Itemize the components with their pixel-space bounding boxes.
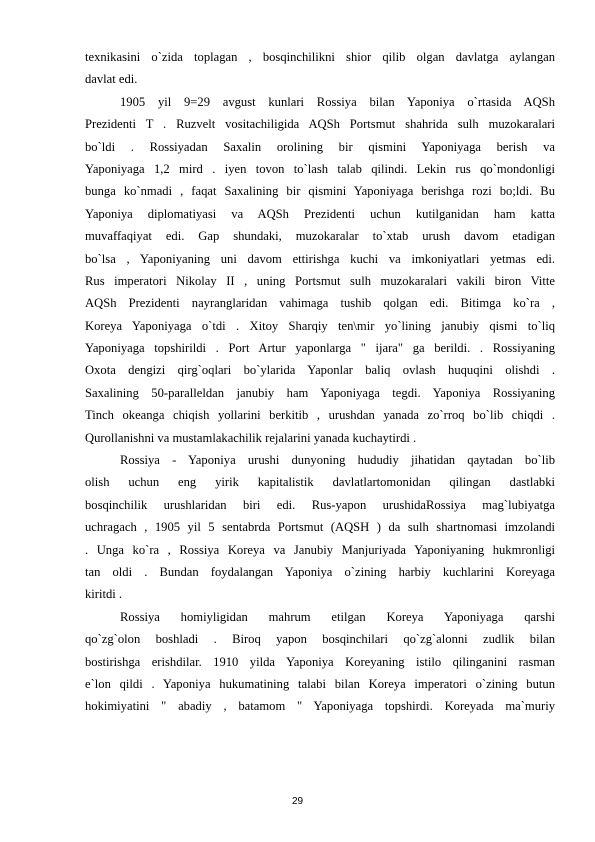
text-line: muvaffaqiyat edi. Gap shundaki, muzokaralar to`xtab urush davom etadigan bbox=[85, 229, 555, 244]
text-line: Yaponiya diplomatiyasi va AQSh Prezidenti uchun kutilganidan ham katta bbox=[85, 206, 555, 221]
text-line: Yaponiyaga topshirildi . Port Artur yaponlarga " ijara" ga berildi. . Rossiyaning bbox=[85, 341, 555, 356]
page-number: 29 bbox=[291, 796, 304, 807]
text-line: tan oldi . Bundan foydalangan Yaponiya o`zining harbiy kuchlarini Koreyaga bbox=[85, 564, 555, 579]
text-line: Yaponiyaga 1,2 mird . iyen tovon to`lash talab qilindi. Lekin rus qo`mondonligi bbox=[85, 161, 555, 176]
text-line: AQSh Prezidenti nayranglaridan vahimaga tushib qolgan edi. Bitimga ko`ra , bbox=[85, 296, 555, 311]
text-line: . Unga ko`ra , Rossiya Koreya va Janubiy Manjuriyada Yaponiyaning hukmronligi bbox=[85, 542, 555, 557]
text-line: texnikasini o`zida toplagan , bosqinchilikni shior qilib olgan davlatga aylangan bbox=[85, 50, 555, 64]
text-line: davlat edi. bbox=[85, 72, 138, 87]
text-line: Rossiya homiyligidan mahrum etilgan Koreya Yaponiyaga qarshi bbox=[120, 609, 555, 624]
text-line: hokimiyatini " abadiy , batamom " Yaponiyaga topshirdi. Koreyada ma`muriy bbox=[85, 699, 555, 714]
text-line: kiritdi . bbox=[85, 587, 123, 602]
text-line: bo`lsa , Yaponiyaning uni davom ettirishga kuchi va imkoniyatlari yetmas edi. bbox=[85, 251, 555, 266]
document-body bbox=[85, 46, 555, 718]
text-line: Oxota dengizi qirg`oqlari bo`ylarida Yaponlar baliq ovlash huquqini olishdi . bbox=[85, 363, 555, 378]
text-line: bunga ko`nmadi , faqat Saxalining bir qismini Yaponiyaga berishga rozi bo;ldi. Bu bbox=[85, 184, 555, 199]
text-line: bosqinchilik urushlaridan biri edi. Rus-yapon urushidaRossiya mag`lubiyatga bbox=[85, 497, 555, 512]
text-line: bostirishga erishdilar. 1910 yilda Yaponiya Koreyaning istilo qilinganini rasman bbox=[85, 654, 555, 669]
text-line: bo`ldi . Rossiyadan Saxalin orolining bir qismini Yaponiyaga berish va bbox=[85, 139, 555, 154]
text-line: 1905 yil 9=29 avgust kunlari Rossiya bilan Yaponiya o`rtasida AQSh bbox=[120, 94, 555, 109]
text-line: qo`zg`olon boshladi . Biroq yapon bosqinchilari qo`zg`alonni zudlik bilan bbox=[85, 632, 555, 647]
text-line: Saxalining 50-paralleldan janubiy ham Yaponiyaga tegdi. Yaponiya Rossiyaning bbox=[85, 385, 555, 400]
text-line: Qurollanishni va mustamlakachilik rejalarini yanada kuchaytirdi . bbox=[85, 430, 417, 445]
text-line: e`lon qildi . Yaponiya hukumatining talabi bilan Koreya imperatori o`zining butun bbox=[85, 676, 555, 691]
text-line: uchragach , 1905 yil 5 sentabrda Portsmut (AQSH ) da sulh shartnomasi imzolandi bbox=[85, 520, 555, 535]
text-line: Prezidenti T . Ruzvelt vositachiligida AQSh Portsmut shahrida sulh muzokaralari bbox=[85, 117, 555, 132]
text-line: Koreya Yaponiyaga o`tdi . Xitoy Sharqiy ten\mir yo`lining janubiy qismi to`liq bbox=[85, 318, 555, 333]
text-line: Rus imperatori Nikolay II , uning Portsmut sulh muzokaralari vakili biron Vitte bbox=[85, 273, 555, 288]
text-line: olish uchun eng yirik kapitalistik davlatlartomonidan qilingan dastlabki bbox=[85, 475, 555, 490]
text-line: Rossiya - Yaponiya urushi dunyoning hududiy jihatidan qaytadan bo`lib bbox=[120, 453, 555, 468]
text-line: Tinch okeanga chiqish yollarini berkitib , urushdan yanada zo`rroq bo`lib chiqdi . bbox=[85, 408, 555, 423]
